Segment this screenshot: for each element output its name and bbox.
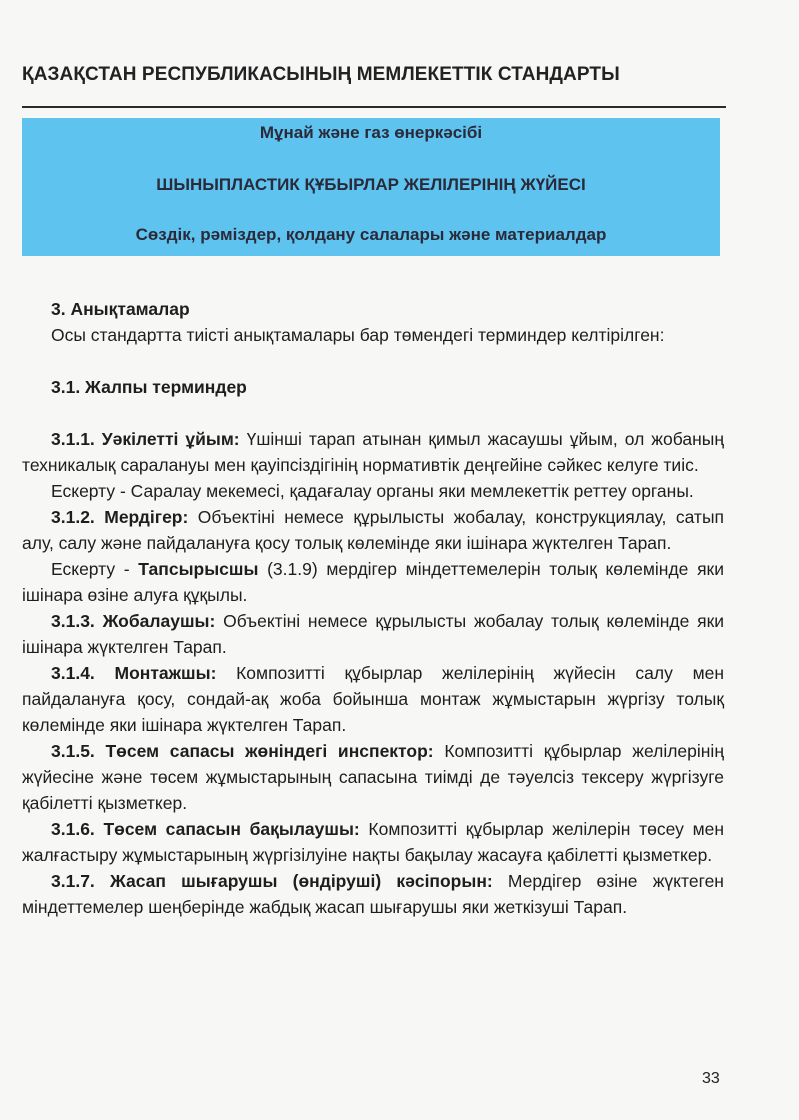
note-paragraph: Ескерту - Саралау мекемесі, қадағалау органы яки мемлекеттік реттеу органы.: [51, 481, 694, 501]
term-label: 3.1.5. Төсем сапасы жөніндегі инспектор:: [51, 741, 434, 761]
term-paragraph: [22, 608, 724, 660]
note-paragraph: [22, 556, 724, 608]
page-header-title: ҚАЗАҚСТАН РЕСПУБЛИКАСЫНЫҢ МЕМЛЕКЕТТІК СТАНДАРТЫ: [22, 64, 620, 85]
term-definition: Мердігер өзіне жүктеген міндеттемелер шеңберінде жабдық жасап шығарушы яки жеткізуші Тарап.: [22, 871, 724, 917]
term-definition: Үшінші тарап атынан қимыл жасаушы ұйым, ол жобаның техникалық саралануы мен қауіпсіздігінің нормативтік деңгейіне сәйкес келуге тиіс.: [22, 429, 724, 475]
term-definition: Объектіні немесе құрылысты жобалау толық көлемінде яки ішінара жүктелген Тарап.: [22, 611, 724, 657]
term-label: 3.1.7. Жасап шығарушы (өндіруші) кәсіпорын:: [51, 871, 493, 891]
banner-industry: Мұнай және газ өнеркәсібі: [259, 123, 483, 142]
term-label: 3.1.2. Мердігер:: [51, 507, 189, 527]
term-paragraph: [22, 816, 724, 868]
term-label: 3.1.4. Монтажшы:: [51, 663, 217, 683]
term-paragraph: [22, 426, 724, 478]
term-definition: Объектіні немесе құрылысты жобалау, конструкциялау, сатып алу, салу және пайдалануға қосу толық көлемінде яки ішінара жүктелген Тарап.: [22, 507, 724, 553]
term-paragraph: [22, 738, 724, 816]
section-intro: Осы стандартта тиісті анықтамалары бар төмендегі терминдер келтірілген:: [51, 325, 665, 345]
banner-standard-title: ШЫНЫПЛАСТИК ҚҰБЫРЛАР ЖЕЛІЛЕРІНІҢ ЖҮЙЕСІ: [156, 175, 586, 194]
term-label: 3.1.6. Төсем сапасын бақылаушы:: [51, 819, 360, 839]
note-prefix: Ескерту -: [51, 559, 139, 579]
term-label: 3.1.3. Жобалаушы:: [51, 611, 216, 631]
note-term: Тапсырысшы: [138, 559, 259, 579]
document-body: [22, 296, 724, 920]
section-heading-definitions: 3. Анықтамалар: [51, 299, 190, 319]
section-heading-general-terms: 3.1. Жалпы терминдер: [51, 377, 247, 397]
page-number: 33: [702, 1070, 720, 1087]
term-paragraph: [22, 660, 724, 738]
term-definition: Композитті құбырлар желілерінің жүйесіне және төсем жұмыстарының сапасына тиімді де тәуелсіз тексеру жүргізуге қабілетті қызметкер.: [22, 741, 724, 813]
term-definition: Композитті құбырлар желілерін төсеу мен жалғастыру жұмыстарының жүргізілуіне нақты бақылау жасауға қабілетті қызметкер.: [22, 819, 724, 865]
title-banner: [22, 118, 720, 256]
term-definition: Композитті құбырлар желілерінің жүйесін салу мен пайдалануға қосу, сондай-ақ жоба бойынша монтаж жұмыстарын жүргізу толық көлемінде яки ішінара жүктелген Тарап.: [22, 663, 724, 735]
term-label: 3.1.1. Уәкілетті ұйым:: [51, 429, 240, 449]
term-paragraph: [22, 868, 724, 920]
note-rest: (3.1.9) мердігер міндеттемелерін толық көлемінде яки ішінара өзіне алуға құқылы.: [22, 559, 724, 605]
term-paragraph: [22, 504, 724, 556]
banner-subtitle: Сөздік, рәміздер, қолдану салалары және материалдар: [135, 225, 607, 244]
header-divider: [22, 106, 726, 108]
